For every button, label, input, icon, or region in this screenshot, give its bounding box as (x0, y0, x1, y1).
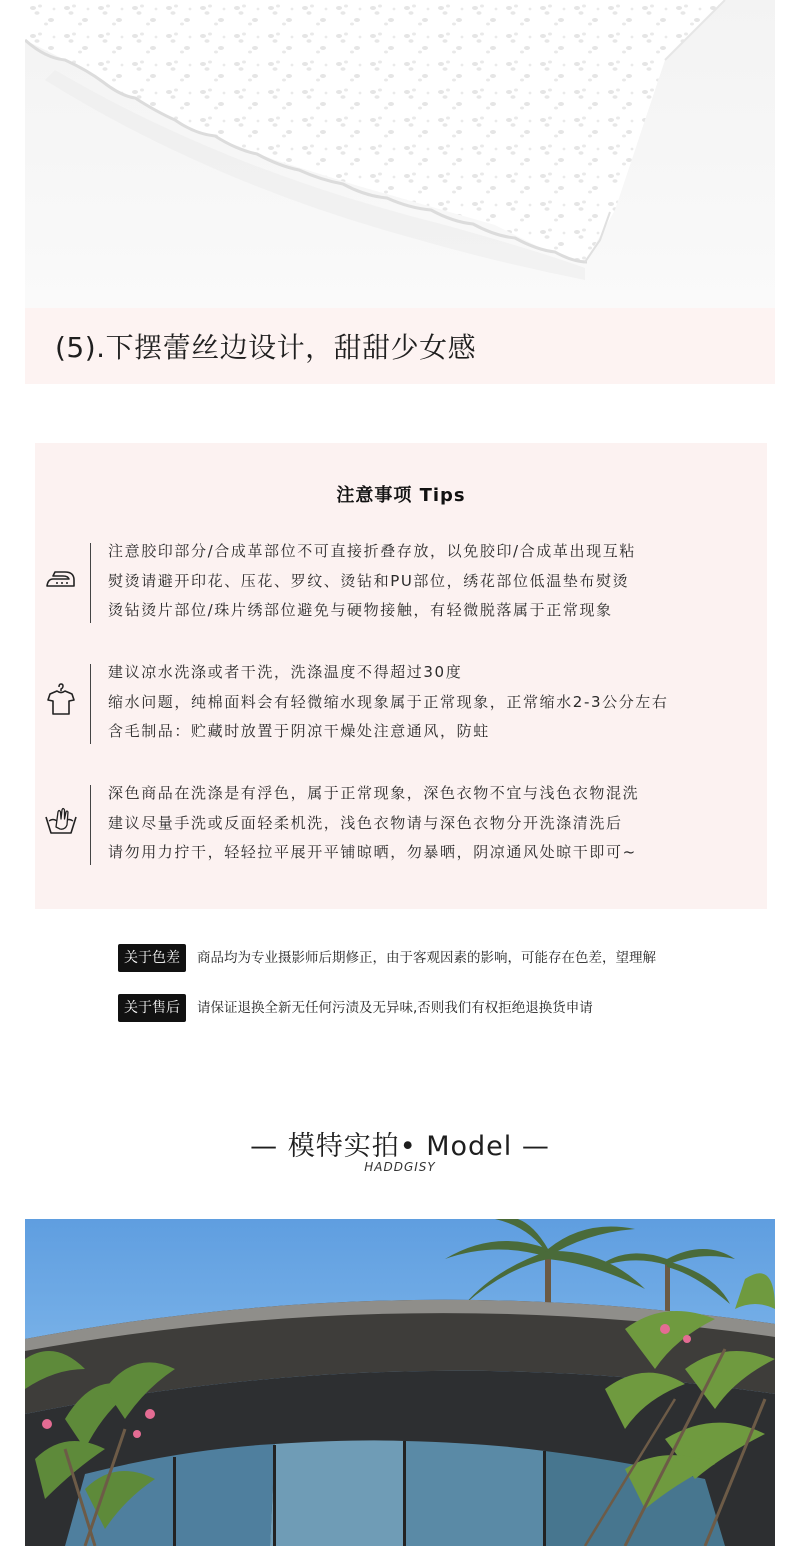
iron-icon (43, 560, 79, 596)
tip-line: 注意胶印部分/合成革部位不可直接折叠存放，以免胶印/合成革出现互粘 (108, 542, 636, 560)
tip-line: 熨烫请避开印花、压花、罗纹、烫钻和PU部位，绣花部位低温垫布熨烫 (108, 571, 630, 590)
notice-text: 商品均为专业摄影师后期修正，由于客观因素的影响，可能存在色差，望理解 (197, 950, 656, 966)
model-section-heading: — 模特实拍• Model — (250, 1131, 550, 1162)
caption-text: (5).下摆蕾丝边设计，甜甜少女感 (55, 331, 477, 364)
tip-lines (108, 537, 636, 626)
tip-line: 深色商品在洗涤是有浮色，属于正常现象，深色衣物不宜与浅色衣物混洗 (108, 784, 640, 802)
tip-divider (90, 664, 91, 744)
tip-line: 请勿用力拧干，轻轻拉平展开平铺晾晒，勿暴晒，阴凉通风处晾干即可~ (108, 843, 637, 861)
tip-line: 建议凉水洗涤或者干洗，洗涤温度不得超过30度 (108, 663, 463, 681)
caption-band (25, 308, 775, 384)
tip-line: 烫钻烫片部位/珠片绣部位避免与硬物接触，有轻微脱落属于正常现象 (108, 601, 613, 619)
model-photo (25, 1219, 775, 1546)
lace-hem-illustration (25, 0, 775, 308)
tip-lines (108, 658, 669, 747)
notice-badge: 关于色差 (118, 944, 186, 972)
building-photo-illustration (25, 1219, 775, 1546)
care-tips-panel (35, 443, 767, 909)
hand-wash-icon (43, 803, 79, 839)
tip-divider (90, 785, 91, 865)
tip-divider (90, 543, 91, 623)
tips-title: 注意事项 Tips (336, 485, 466, 506)
tip-line: 缩水问题，纯棉面料会有轻微缩水现象属于正常现象，正常缩水2-3公分左右 (108, 692, 669, 711)
tip-line: 含毛制品：贮藏时放置于阴凉干燥处注意通风，防蛀 (108, 722, 490, 740)
notice-badge: 关于售后 (118, 994, 186, 1022)
notice-text: 请保证退换全新无任何污渍及无异味,否则我们有权拒绝退换货申请 (197, 1000, 593, 1016)
brand-subtitle: HADDGISY (364, 1160, 436, 1174)
hanger-shirt-icon (43, 682, 79, 718)
lace-hem-photo (25, 0, 775, 308)
tip-lines (108, 779, 639, 868)
tip-line: 建议尽量手洗或反面轻柔机洗，浅色衣物请与深色衣物分开洗涤清洗后 (108, 813, 623, 832)
